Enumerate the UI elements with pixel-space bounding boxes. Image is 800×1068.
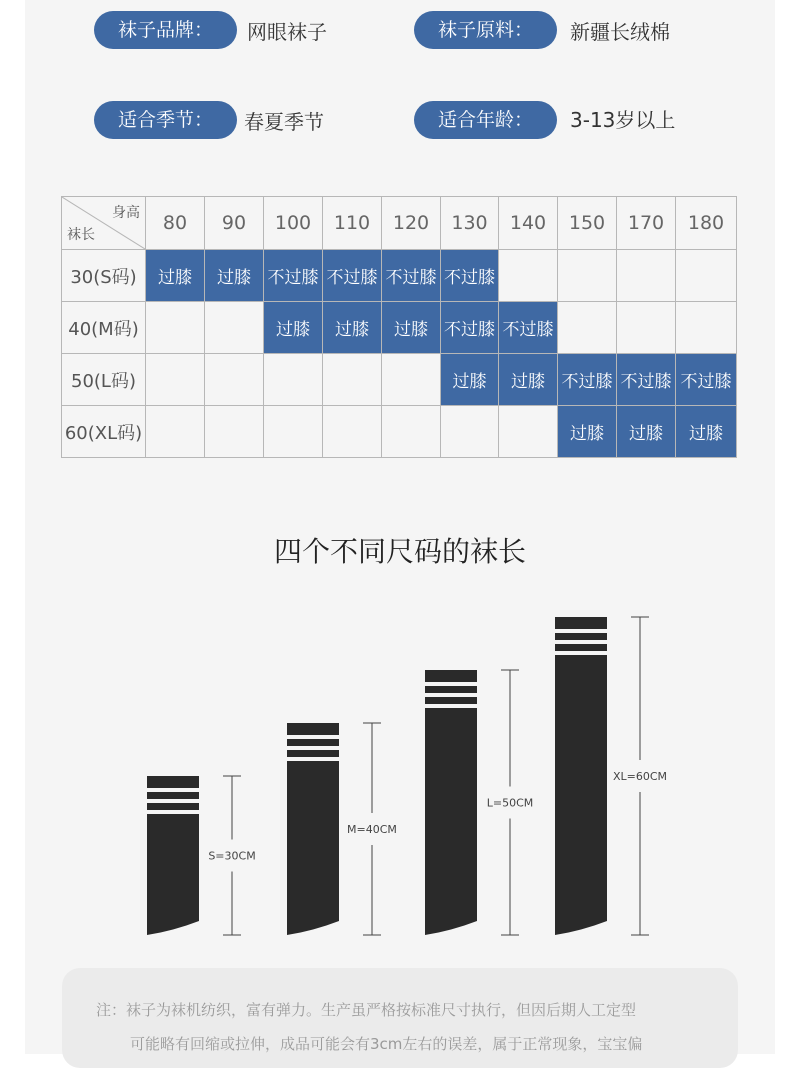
season-value: 春夏季节: [244, 110, 324, 134]
fit-cell: 不过膝: [441, 250, 499, 302]
fit-cell: 过膝: [441, 354, 499, 406]
material-label: 袜子原料：: [414, 11, 557, 49]
fit-cell: 过膝: [558, 406, 617, 458]
table-row: [62, 354, 737, 406]
fit-cell: 不过膝: [323, 250, 382, 302]
fit-cell: 不过膝: [676, 354, 737, 406]
size-row-header: 50(L码): [62, 354, 146, 406]
sock-stripe: [425, 682, 477, 686]
fit-cell: [558, 250, 617, 302]
sock-stripe: [147, 788, 199, 792]
table-row: [62, 302, 737, 354]
brand-value: 网眼袜子: [247, 20, 327, 44]
sock-stripe: [555, 629, 607, 633]
sock-stripe: [147, 799, 199, 803]
fit-cell: [205, 354, 264, 406]
height-header: 110: [323, 197, 382, 250]
size-row-header: 40(M码): [62, 302, 146, 354]
fit-cell: 过膝: [499, 354, 558, 406]
fit-cell: 过膝: [382, 302, 441, 354]
sock-stripe: [287, 746, 339, 750]
fit-cell: [323, 354, 382, 406]
section-heading: 四个不同尺码的袜长: [273, 535, 526, 568]
sock-length-label: M=40CM: [347, 823, 397, 836]
height-header: 170: [617, 197, 676, 250]
fit-cell: [264, 354, 323, 406]
fit-cell: 不过膝: [382, 250, 441, 302]
sock-length-label: L=50CM: [486, 796, 534, 810]
height-header: 180: [676, 197, 737, 250]
brand-label: 袜子品牌：: [94, 11, 237, 49]
fit-cell: 过膝: [617, 406, 676, 458]
fit-cell: [558, 302, 617, 354]
fit-cell: [264, 406, 323, 458]
season-label: 适合季节：: [94, 101, 237, 139]
height-header: 100: [264, 197, 323, 250]
fit-cell: 不过膝: [617, 354, 676, 406]
fit-cell: [676, 302, 737, 354]
fit-cell: [323, 406, 382, 458]
size-row-header: 30(S码): [62, 250, 146, 302]
fit-cell: 过膝: [676, 406, 737, 458]
fit-cell: [382, 406, 441, 458]
fit-cell: [499, 250, 558, 302]
sock-L=50CM: [425, 670, 477, 935]
fit-cell: [617, 250, 676, 302]
sock-stripe: [555, 651, 607, 655]
sock-stripe: [425, 693, 477, 697]
fit-cell: [441, 406, 499, 458]
fit-cell: [676, 250, 737, 302]
sock-stripe: [555, 640, 607, 644]
table-row: [62, 406, 737, 458]
fit-cell: 过膝: [323, 302, 382, 354]
sock-stripe: [287, 735, 339, 739]
sock-length-label: XL=60CM: [612, 770, 668, 783]
age-label: 适合年龄：: [414, 101, 557, 139]
height-header: 90: [205, 197, 264, 250]
fit-cell: [499, 406, 558, 458]
corner-length-label: 袜长: [67, 227, 95, 243]
corner-height-label: 身高: [112, 205, 140, 221]
fit-cell: [146, 302, 205, 354]
height-header: 140: [499, 197, 558, 250]
height-header: 150: [558, 197, 617, 250]
sock-length-label: S=30CM: [208, 849, 256, 863]
fit-cell: 不过膝: [264, 250, 323, 302]
note-line-2: 可能略有回缩或拉伸，成品可能会有3cm左右的误差，属于正常现象，宝宝偏: [130, 1035, 643, 1053]
fit-cell: [617, 302, 676, 354]
fit-cell: [205, 302, 264, 354]
size-chart-table: [61, 196, 737, 458]
sock-XL=60CM: [555, 617, 607, 935]
sock-M=40CM: [287, 723, 339, 935]
corner-cell: [62, 197, 146, 250]
fit-cell: 过膝: [264, 302, 323, 354]
sock-stripe: [287, 757, 339, 761]
height-header: 80: [146, 197, 205, 250]
material-value: 新疆长绒棉: [570, 20, 670, 44]
fit-cell: [205, 406, 264, 458]
fit-cell: 不过膝: [558, 354, 617, 406]
fit-cell: [382, 354, 441, 406]
sock-length-illustration: [0, 580, 800, 950]
fit-cell: 过膝: [205, 250, 264, 302]
note-line-1: 注：袜子为袜机纺织，富有弹力。生产虽严格按标准尺寸执行，但因后期人工定型: [96, 1001, 637, 1019]
height-header: 130: [441, 197, 499, 250]
sock-stripe: [425, 704, 477, 708]
fit-cell: 不过膝: [499, 302, 558, 354]
fit-cell: 不过膝: [441, 302, 499, 354]
fit-cell: [146, 354, 205, 406]
fit-cell: 过膝: [146, 250, 205, 302]
age-value: 3-13岁以上: [570, 108, 676, 132]
height-header: 120: [382, 197, 441, 250]
fit-cell: [146, 406, 205, 458]
note-box: [62, 968, 738, 1068]
table-header-row: [62, 197, 737, 250]
size-row-header: 60(XL码): [62, 406, 146, 458]
sock-stripe: [147, 810, 199, 814]
table-row: [62, 250, 737, 302]
